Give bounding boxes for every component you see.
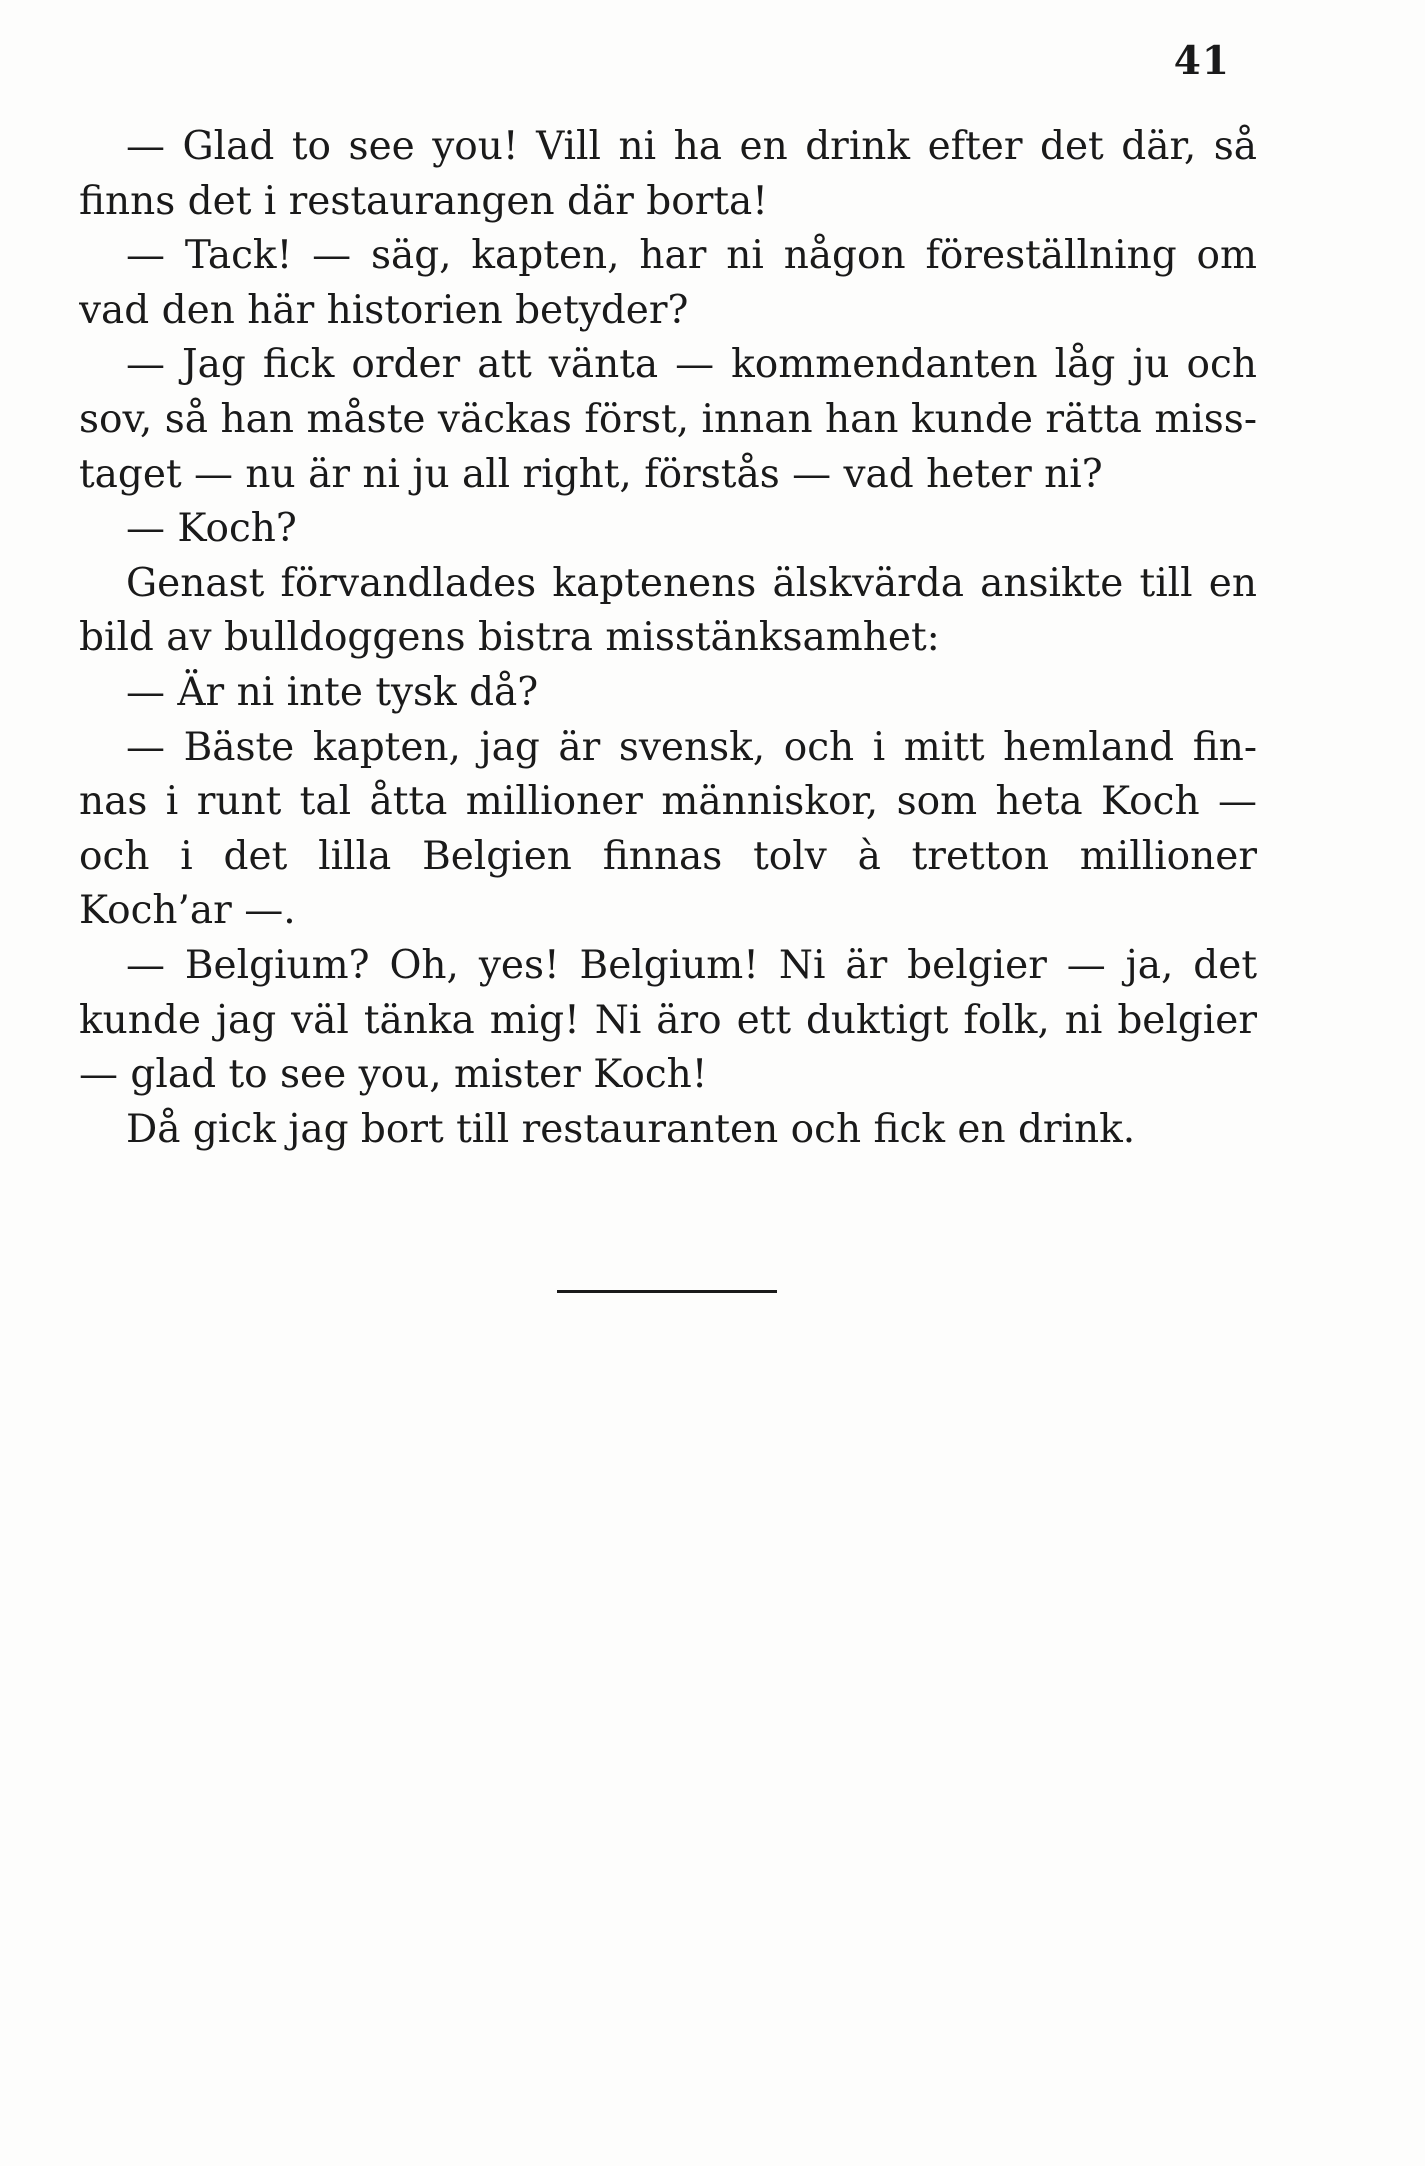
text-line: bild av bulldoggens bistra misstänksamhet: [79,615,940,661]
text-line: — Jag fick order att vänta — kommendanten låg ju och [126,342,1257,388]
text-line: vad den här historien betyder? [79,287,689,333]
text-line: Då gick jag bort till restauranten och fick en drink. [126,1106,1136,1152]
text-line: — Tack! — säg, kapten, har ni någon föreställning om [126,233,1257,279]
text-line: sov, så han måste väckas först, innan han kunde rätta miss- [79,396,1257,442]
text-line: Genast förvandlades kaptenens älskvärda ansikte till en [126,560,1257,606]
text-line: — glad to see you, mister Koch! [79,1052,708,1098]
text-line: — Är ni inte tysk då? [126,669,539,715]
text-line: kunde jag väl tänka mig! Ni äro ett duktigt folk, ni belgier [79,997,1257,1043]
text-line: finns det i restaurangen där borta! [79,178,768,224]
body-text [79,120,1257,1157]
text-line: — Bäste kapten, jag är svensk, och i mitt hemland fin- [126,724,1257,770]
section-separator-rule [557,1290,777,1293]
text-line: nas i runt tal åtta millioner människor, som heta Koch — [79,779,1257,825]
text-line: — Koch? [126,506,297,552]
text-line: taget — nu är ni ju all right, förstås — vad heter ni? [79,451,1103,497]
text-line: Koch’ar —. [79,888,296,934]
text-line: — Belgium? Oh, yes! Belgium! Ni är belgier — ja, det [126,942,1257,988]
text-line: — Glad to see you! Vill ni ha en drink efter det där, så [126,124,1257,169]
text-line: och i det lilla Belgien finnas tolv à tretton millioner [79,833,1257,879]
page-number: 41 [1173,38,1230,84]
